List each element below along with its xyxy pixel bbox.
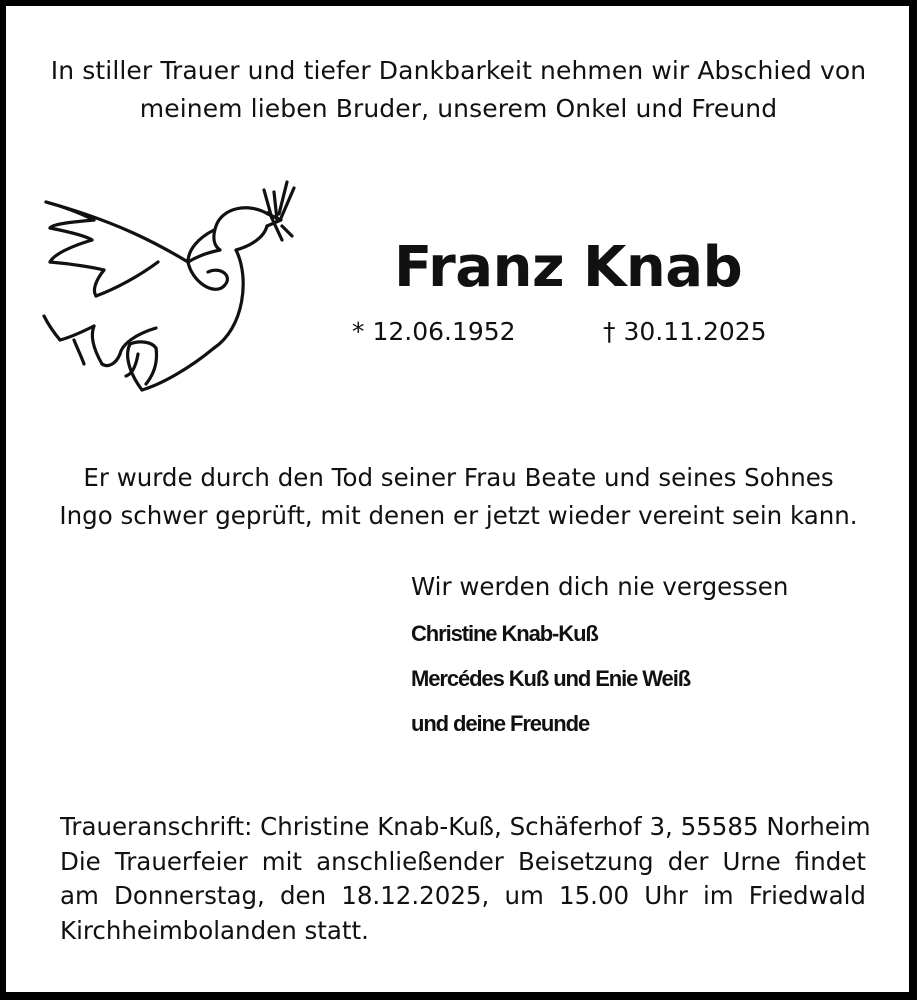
death-date: † 30.11.2025 xyxy=(603,317,767,346)
memorial-text xyxy=(0,459,917,535)
birth-date: * 12.06.1952 xyxy=(352,317,516,346)
intro-line-2: meinem lieben Bruder, unserem Onkel und Freund xyxy=(139,94,778,123)
deceased-name: Franz Knab xyxy=(394,235,743,300)
memorial-line-2: Ingo schwer geprüft, mit denen er jetzt wieder vereint sein kann. xyxy=(59,501,858,530)
dove-with-olive-branch-icon xyxy=(38,178,310,400)
funeral-line-3: Kirchheimbolanden statt. xyxy=(60,915,369,945)
funeral-details xyxy=(60,810,871,948)
funeral-line-2: am Donnerstag, den 18.12.2025, um 15.00 Uhr im Friedwald xyxy=(60,881,866,910)
signatory-name: Mercédes Kuß und Enie Weiß xyxy=(411,666,691,691)
signatories xyxy=(411,569,788,746)
signatory-name: Christine Knab-Kuß xyxy=(411,621,598,646)
intro-text xyxy=(0,52,917,128)
intro-line-1: In stiller Trauer und tiefer Dankbarkeit nehmen wir Abschied von xyxy=(50,56,867,85)
memorial-line-1: Er wurde durch den Tod seiner Frau Beate und seines Sohnes xyxy=(83,463,834,492)
funeral-line-1: Die Trauerfeier mit anschließender Beisetzung der Urne findet xyxy=(60,846,866,876)
mourning-address: Traueranschrift: Christine Knab-Kuß, Schäferhof 3, 55585 Norheim xyxy=(60,812,871,841)
signatories-motto: Wir werden dich nie vergessen xyxy=(411,572,789,601)
signatory-name: und deine Freunde xyxy=(411,711,590,736)
